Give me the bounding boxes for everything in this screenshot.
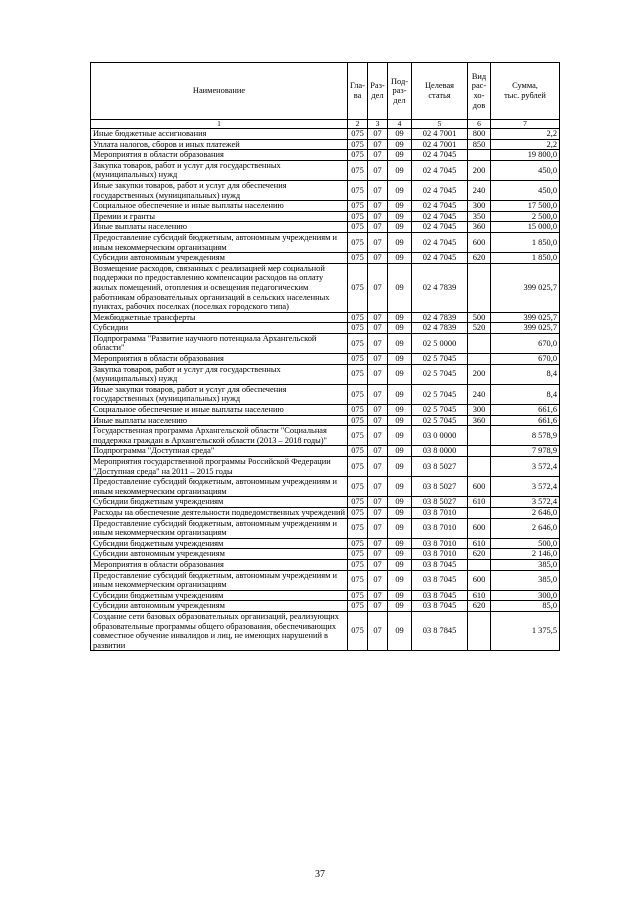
table-row — [91, 446, 560, 457]
row-name: Субсидии бюджетным учреждениям — [91, 590, 348, 601]
row-sum: 8,4 — [491, 384, 560, 404]
row-glava: 075 — [348, 570, 368, 590]
row-target-article: 03 0 0000 — [412, 426, 468, 446]
row-razdel: 07 — [368, 384, 388, 404]
row-razdel: 07 — [368, 518, 388, 538]
row-name: Мероприятия государственной программы Российской Федерации "Доступная среда" на 2011 – 2015 годы — [91, 457, 348, 477]
table-row — [91, 263, 560, 312]
row-name: Подпрограмма "Доступная среда" — [91, 446, 348, 457]
row-target-article: 02 4 7045 — [412, 222, 468, 233]
row-target-article: 02 4 7045 — [412, 150, 468, 161]
row-expense-type: 360 — [468, 415, 491, 426]
row-sum: 15 000,0 — [491, 222, 560, 233]
row-glava: 075 — [348, 477, 368, 497]
table-row — [91, 312, 560, 323]
row-podrazdel: 09 — [388, 570, 412, 590]
row-expense-type — [468, 426, 491, 446]
row-podrazdel: 09 — [388, 405, 412, 416]
row-razdel: 07 — [368, 457, 388, 477]
row-podrazdel: 09 — [388, 253, 412, 264]
row-expense-type: 240 — [468, 180, 491, 200]
row-sum: 385,0 — [491, 559, 560, 570]
row-expense-type — [468, 263, 491, 312]
column-number: 1 — [91, 120, 348, 129]
row-name: Предоставление субсидий бюджетным, автономным учреждениям и иным некоммерческим организациям — [91, 518, 348, 538]
table-row — [91, 253, 560, 264]
row-glava: 075 — [348, 384, 368, 404]
row-name: Создание сети базовых образовательных организаций, реализующих образовательные программы общего образования, обеспечивающих совместное обучение инвалидов и лиц, не имеющих нарушений в развитии — [91, 611, 348, 650]
row-sum: 661,6 — [491, 405, 560, 416]
row-target-article: 02 5 7045 — [412, 405, 468, 416]
row-razdel: 07 — [368, 180, 388, 200]
header-vid: Вид рас- хо- дов — [468, 63, 491, 120]
row-target-article: 03 8 0000 — [412, 446, 468, 457]
row-target-article: 02 4 7045 — [412, 211, 468, 222]
header-podrazdel: Под- раз- дел — [388, 63, 412, 120]
row-podrazdel: 09 — [388, 477, 412, 497]
row-sum: 2,2 — [491, 139, 560, 150]
header-statya: Целевая статья — [412, 63, 468, 120]
row-name: Субсидии автономным учреждениям — [91, 253, 348, 264]
row-sum: 3 572,4 — [491, 497, 560, 508]
header-glava: Гла- ва — [348, 63, 368, 120]
row-razdel: 07 — [368, 222, 388, 233]
row-razdel: 07 — [368, 150, 388, 161]
row-name: Социальное обеспечение и иные выплаты населению — [91, 201, 348, 212]
row-razdel: 07 — [368, 201, 388, 212]
row-expense-type: 620 — [468, 549, 491, 560]
row-sum: 661,6 — [491, 415, 560, 426]
row-sum: 399 025,7 — [491, 312, 560, 323]
row-expense-type: 240 — [468, 384, 491, 404]
row-name: Подпрограмма "Развитие научного потенциала Архангельской области" — [91, 333, 348, 353]
table-body — [91, 129, 560, 651]
row-expense-type: 200 — [468, 160, 491, 180]
row-podrazdel: 09 — [388, 333, 412, 353]
row-name: Предоставление субсидий бюджетным, автономным учреждениям и иным некоммерческим организациям — [91, 477, 348, 497]
row-name: Закупка товаров, работ и услуг для государственных (муниципальных) нужд — [91, 160, 348, 180]
table-row — [91, 150, 560, 161]
row-glava: 075 — [348, 538, 368, 549]
row-expense-type — [468, 150, 491, 161]
row-expense-type: 610 — [468, 590, 491, 601]
table-row — [91, 211, 560, 222]
row-target-article: 02 4 7001 — [412, 139, 468, 150]
table-row — [91, 232, 560, 252]
row-glava: 075 — [348, 518, 368, 538]
row-expense-type: 850 — [468, 139, 491, 150]
table-header-row — [91, 63, 560, 120]
row-glava: 075 — [348, 129, 368, 140]
budget-table — [90, 62, 560, 651]
row-razdel: 07 — [368, 211, 388, 222]
row-glava: 075 — [348, 211, 368, 222]
row-podrazdel: 09 — [388, 211, 412, 222]
row-glava: 075 — [348, 497, 368, 508]
row-name: Субсидии бюджетным учреждениям — [91, 538, 348, 549]
row-target-article: 02 5 7045 — [412, 364, 468, 384]
row-sum: 2 646,0 — [491, 518, 560, 538]
row-name: Премии и гранты — [91, 211, 348, 222]
row-expense-type — [468, 333, 491, 353]
table-row — [91, 405, 560, 416]
row-podrazdel: 09 — [388, 590, 412, 601]
row-glava: 075 — [348, 415, 368, 426]
row-razdel: 07 — [368, 263, 388, 312]
row-podrazdel: 09 — [388, 222, 412, 233]
row-name: Иные закупки товаров, работ и услуг для обеспечения государственных (муниципальных) нужд — [91, 180, 348, 200]
row-razdel: 07 — [368, 253, 388, 264]
row-razdel: 07 — [368, 549, 388, 560]
row-sum: 670,0 — [491, 354, 560, 365]
row-name: Мероприятия в области образования — [91, 354, 348, 365]
table-row — [91, 457, 560, 477]
row-sum: 1 375,5 — [491, 611, 560, 650]
row-target-article: 02 4 7045 — [412, 201, 468, 212]
row-podrazdel: 09 — [388, 364, 412, 384]
row-podrazdel: 09 — [388, 415, 412, 426]
row-target-article: 03 8 7010 — [412, 538, 468, 549]
row-razdel: 07 — [368, 160, 388, 180]
row-expense-type: 200 — [468, 364, 491, 384]
row-podrazdel: 09 — [388, 160, 412, 180]
row-podrazdel: 09 — [388, 150, 412, 161]
row-razdel: 07 — [368, 497, 388, 508]
row-expense-type: 360 — [468, 222, 491, 233]
row-sum: 7 978,9 — [491, 446, 560, 457]
row-target-article: 03 8 7010 — [412, 518, 468, 538]
row-name: Социальное обеспечение и иные выплаты населению — [91, 405, 348, 416]
header-name: Наименование — [91, 63, 348, 120]
row-expense-type — [468, 457, 491, 477]
row-sum: 3 572,4 — [491, 457, 560, 477]
row-name: Иные бюджетные ассигнования — [91, 129, 348, 140]
table-row — [91, 323, 560, 334]
row-name: Мероприятия в области образования — [91, 559, 348, 570]
row-expense-type — [468, 611, 491, 650]
row-sum: 2,2 — [491, 129, 560, 140]
table-row — [91, 538, 560, 549]
row-podrazdel: 09 — [388, 426, 412, 446]
table-row — [91, 201, 560, 212]
row-sum: 399 025,7 — [491, 263, 560, 312]
row-name: Межбюджетные трансферты — [91, 312, 348, 323]
table-row — [91, 611, 560, 650]
row-expense-type — [468, 446, 491, 457]
row-target-article: 03 8 7045 — [412, 590, 468, 601]
row-razdel: 07 — [368, 507, 388, 518]
row-name: Государственная программа Архангельской области "Социальная поддержка граждан в Архангельской области (2013 – 2018 годы)" — [91, 426, 348, 446]
row-target-article: 02 4 7045 — [412, 253, 468, 264]
row-podrazdel: 09 — [388, 549, 412, 560]
row-target-article: 03 8 7010 — [412, 507, 468, 518]
row-glava: 075 — [348, 601, 368, 612]
row-target-article: 03 8 7045 — [412, 570, 468, 590]
row-name: Субсидии — [91, 323, 348, 334]
row-glava: 075 — [348, 180, 368, 200]
row-expense-type: 300 — [468, 201, 491, 212]
row-glava: 075 — [348, 139, 368, 150]
row-podrazdel: 09 — [388, 139, 412, 150]
row-glava: 075 — [348, 426, 368, 446]
row-expense-type: 500 — [468, 312, 491, 323]
row-podrazdel: 09 — [388, 323, 412, 334]
row-expense-type: 610 — [468, 538, 491, 549]
row-target-article: 02 4 7839 — [412, 263, 468, 312]
row-glava: 075 — [348, 457, 368, 477]
row-name: Уплата налогов, сборов и иных платежей — [91, 139, 348, 150]
row-target-article: 02 4 7045 — [412, 232, 468, 252]
row-razdel: 07 — [368, 364, 388, 384]
column-number: 2 — [348, 120, 368, 129]
table-row — [91, 354, 560, 365]
row-name: Субсидии бюджетным учреждениям — [91, 497, 348, 508]
column-number: 5 — [412, 120, 468, 129]
row-razdel: 07 — [368, 323, 388, 334]
row-name: Иные закупки товаров, работ и услуг для обеспечения государственных (муниципальных) нужд — [91, 384, 348, 404]
row-target-article: 03 8 5027 — [412, 457, 468, 477]
row-expense-type: 600 — [468, 518, 491, 538]
row-name: Субсидии автономным учреждениям — [91, 601, 348, 612]
row-podrazdel: 09 — [388, 384, 412, 404]
column-number: 3 — [368, 120, 388, 129]
row-name: Расходы на обеспечение деятельности подведомственных учреждений — [91, 507, 348, 518]
row-sum: 3 572,4 — [491, 477, 560, 497]
row-razdel: 07 — [368, 354, 388, 365]
row-glava: 075 — [348, 201, 368, 212]
row-podrazdel: 09 — [388, 180, 412, 200]
column-number-row — [91, 120, 560, 129]
table-row — [91, 559, 560, 570]
row-glava: 075 — [348, 232, 368, 252]
row-sum: 2 500,0 — [491, 211, 560, 222]
row-razdel: 07 — [368, 570, 388, 590]
row-glava: 075 — [348, 222, 368, 233]
row-sum: 385,0 — [491, 570, 560, 590]
row-glava: 075 — [348, 549, 368, 560]
row-podrazdel: 09 — [388, 201, 412, 212]
row-glava: 075 — [348, 150, 368, 161]
row-sum: 19 800,0 — [491, 150, 560, 161]
row-target-article: 03 8 7045 — [412, 559, 468, 570]
column-number: 4 — [388, 120, 412, 129]
table-row — [91, 415, 560, 426]
row-target-article: 02 5 7045 — [412, 415, 468, 426]
table-row — [91, 139, 560, 150]
row-target-article: 03 8 7045 — [412, 601, 468, 612]
row-sum: 450,0 — [491, 160, 560, 180]
row-expense-type: 620 — [468, 601, 491, 612]
table-row — [91, 222, 560, 233]
row-name: Иные выплаты населению — [91, 222, 348, 233]
row-razdel: 07 — [368, 129, 388, 140]
column-number: 7 — [491, 120, 560, 129]
row-name: Предоставление субсидий бюджетным, автономным учреждениям и иным некоммерческим организациям — [91, 570, 348, 590]
row-podrazdel: 09 — [388, 129, 412, 140]
row-target-article: 02 5 7045 — [412, 354, 468, 365]
row-podrazdel: 09 — [388, 611, 412, 650]
row-glava: 075 — [348, 364, 368, 384]
row-glava: 075 — [348, 559, 368, 570]
row-glava: 075 — [348, 160, 368, 180]
page-number: 37 — [315, 869, 325, 880]
row-name: Субсидии автономным учреждениям — [91, 549, 348, 560]
table-row — [91, 364, 560, 384]
table-row — [91, 518, 560, 538]
row-glava: 075 — [348, 253, 368, 264]
row-razdel: 07 — [368, 426, 388, 446]
budget-document-page — [90, 62, 559, 651]
row-razdel: 07 — [368, 446, 388, 457]
row-glava: 075 — [348, 590, 368, 601]
row-sum: 17 500,0 — [491, 201, 560, 212]
row-glava: 075 — [348, 507, 368, 518]
row-target-article: 03 8 7010 — [412, 549, 468, 560]
row-glava: 075 — [348, 354, 368, 365]
row-target-article: 03 8 5027 — [412, 497, 468, 508]
row-podrazdel: 09 — [388, 354, 412, 365]
header-razdel: Раз- дел — [368, 63, 388, 120]
row-glava: 075 — [348, 333, 368, 353]
row-expense-type: 520 — [468, 323, 491, 334]
row-expense-type — [468, 354, 491, 365]
row-razdel: 07 — [368, 312, 388, 323]
row-expense-type: 800 — [468, 129, 491, 140]
row-razdel: 07 — [368, 232, 388, 252]
row-sum: 8,4 — [491, 364, 560, 384]
row-podrazdel: 09 — [388, 559, 412, 570]
row-sum: 8 578,9 — [491, 426, 560, 446]
row-sum: 399 025,7 — [491, 323, 560, 334]
row-target-article: 03 8 7845 — [412, 611, 468, 650]
row-podrazdel: 09 — [388, 446, 412, 457]
row-glava: 075 — [348, 446, 368, 457]
table-row — [91, 426, 560, 446]
row-sum: 1 850,0 — [491, 253, 560, 264]
row-razdel: 07 — [368, 559, 388, 570]
row-razdel: 07 — [368, 590, 388, 601]
row-razdel: 07 — [368, 415, 388, 426]
row-glava: 075 — [348, 263, 368, 312]
row-sum: 2 646,0 — [491, 507, 560, 518]
row-sum: 300,0 — [491, 590, 560, 601]
row-target-article: 02 5 0000 — [412, 333, 468, 353]
row-expense-type: 600 — [468, 232, 491, 252]
row-podrazdel: 09 — [388, 518, 412, 538]
table-row — [91, 160, 560, 180]
row-podrazdel: 09 — [388, 232, 412, 252]
row-target-article: 02 4 7001 — [412, 129, 468, 140]
row-razdel: 07 — [368, 139, 388, 150]
row-target-article: 02 5 7045 — [412, 384, 468, 404]
table-row — [91, 384, 560, 404]
row-podrazdel: 09 — [388, 507, 412, 518]
row-target-article: 02 4 7839 — [412, 323, 468, 334]
table-row — [91, 507, 560, 518]
row-name: Возмещение расходов, связанных с реализацией мер социальной поддержки по предоставлению компенсации расходов на оплату жилых помещений, отопления и освещения педагогическим работникам образовательных организаций в сельских населенных пунктах, рабочих поселках (поселках городского типа) — [91, 263, 348, 312]
row-expense-type — [468, 507, 491, 518]
table-row — [91, 333, 560, 353]
row-glava: 075 — [348, 312, 368, 323]
row-name: Предоставление субсидий бюджетным, автономным учреждениям и иным некоммерческим организациям — [91, 232, 348, 252]
row-razdel: 07 — [368, 333, 388, 353]
row-target-article: 02 4 7045 — [412, 160, 468, 180]
row-podrazdel: 09 — [388, 457, 412, 477]
row-expense-type: 620 — [468, 253, 491, 264]
table-row — [91, 477, 560, 497]
column-number: 6 — [468, 120, 491, 129]
row-sum: 1 850,0 — [491, 232, 560, 252]
table-row — [91, 590, 560, 601]
header-summa: Сумма, тыс. рублей — [491, 63, 560, 120]
row-expense-type: 300 — [468, 405, 491, 416]
table-row — [91, 549, 560, 560]
row-podrazdel: 09 — [388, 263, 412, 312]
row-podrazdel: 09 — [388, 601, 412, 612]
row-sum: 2 146,0 — [491, 549, 560, 560]
row-target-article: 02 4 7839 — [412, 312, 468, 323]
row-expense-type: 610 — [468, 497, 491, 508]
table-row — [91, 601, 560, 612]
row-expense-type: 350 — [468, 211, 491, 222]
row-sum: 500,0 — [491, 538, 560, 549]
row-name: Иные выплаты населению — [91, 415, 348, 426]
row-target-article: 03 8 5027 — [412, 477, 468, 497]
row-podrazdel: 09 — [388, 538, 412, 549]
row-glava: 075 — [348, 323, 368, 334]
row-glava: 075 — [348, 611, 368, 650]
row-sum: 670,0 — [491, 333, 560, 353]
row-expense-type: 600 — [468, 477, 491, 497]
row-podrazdel: 09 — [388, 312, 412, 323]
table-row — [91, 570, 560, 590]
row-razdel: 07 — [368, 601, 388, 612]
row-podrazdel: 09 — [388, 497, 412, 508]
row-razdel: 07 — [368, 538, 388, 549]
table-row — [91, 180, 560, 200]
row-glava: 075 — [348, 405, 368, 416]
table-row — [91, 497, 560, 508]
row-sum: 85,0 — [491, 601, 560, 612]
row-sum: 450,0 — [491, 180, 560, 200]
table-row — [91, 129, 560, 140]
row-razdel: 07 — [368, 477, 388, 497]
row-name: Мероприятия в области образования — [91, 150, 348, 161]
row-razdel: 07 — [368, 405, 388, 416]
row-target-article: 02 4 7045 — [412, 180, 468, 200]
row-expense-type — [468, 559, 491, 570]
row-expense-type: 600 — [468, 570, 491, 590]
row-razdel: 07 — [368, 611, 388, 650]
row-name: Закупка товаров, работ и услуг для государственных (муниципальных) нужд — [91, 364, 348, 384]
